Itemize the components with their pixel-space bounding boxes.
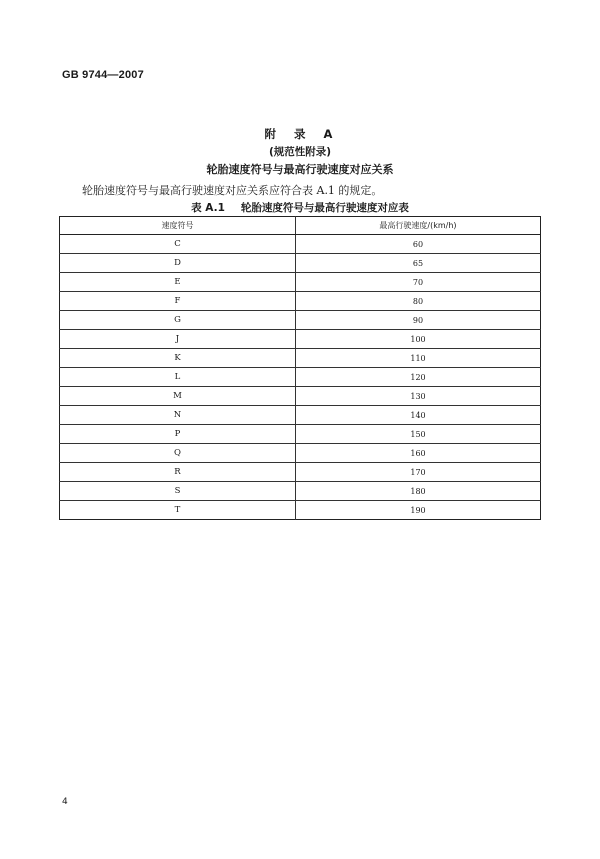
speed-symbol-cell: D (60, 254, 296, 273)
max-speed-cell: 140 (296, 406, 541, 425)
max-speed-cell: 70 (296, 273, 541, 292)
annex-title: 附 录 A (264, 127, 336, 141)
column-header-speed-symbol: 速度符号 (60, 217, 296, 235)
max-speed-cell: 100 (296, 330, 541, 349)
column-header-max-speed: 最高行驶速度/(km/h) (296, 217, 541, 235)
table-row (60, 425, 541, 444)
max-speed-cell: 190 (410, 505, 426, 515)
table-caption (0, 200, 600, 215)
table-row (60, 311, 541, 330)
max-speed-cell: 65 (296, 254, 541, 273)
table-row (60, 368, 541, 387)
speed-symbol-cell: F (60, 292, 296, 311)
annex-normative-label: (规范性附录) (268, 146, 332, 158)
speed-symbol-cell: S (60, 482, 296, 501)
max-speed-cell: 120 (296, 368, 541, 387)
table-row (60, 463, 541, 482)
body-paragraph: 轮胎速度符号与最高行驶速度对应关系应符合表 A.1 的规定。 (82, 184, 383, 197)
table-row (60, 235, 541, 254)
speed-symbol-cell: J (60, 330, 296, 349)
table-row (60, 444, 541, 463)
table-row (60, 254, 541, 273)
speed-symbol-cell: M (60, 387, 296, 406)
table-row (60, 387, 541, 406)
speed-symbol-cell: L (60, 368, 296, 387)
table-row (60, 330, 541, 349)
max-speed-cell: 90 (296, 311, 541, 330)
speed-symbol-cell: Q (60, 444, 296, 463)
max-speed-cell: 80 (296, 292, 541, 311)
table-row (60, 273, 541, 292)
page-number: 4 (62, 797, 68, 807)
table-header-row (60, 217, 541, 235)
max-speed-cell: 150 (296, 425, 541, 444)
speed-symbol-cell: N (60, 406, 296, 425)
max-speed-cell: 170 (296, 463, 541, 482)
table-row (60, 349, 541, 368)
speed-symbol-cell: R (60, 463, 296, 482)
table-row (60, 292, 541, 311)
standard-number: GB 9744—2007 (62, 69, 144, 81)
max-speed-cell: 160 (296, 444, 541, 463)
table-row (60, 482, 541, 501)
table-row (60, 501, 541, 520)
speed-symbol-cell: G (60, 311, 296, 330)
max-speed-cell: 110 (296, 349, 541, 368)
annex-heading: 轮胎速度符号与最高行驶速度对应关系 (206, 163, 394, 176)
speed-symbol-cell: P (60, 425, 296, 444)
max-speed-cell: 130 (296, 387, 541, 406)
table-caption-label: 表 A.1 (191, 202, 225, 214)
max-speed-cell: 60 (296, 235, 541, 254)
max-speed-cell: 180 (296, 482, 541, 501)
speed-symbol-cell: K (60, 349, 296, 368)
speed-symbol-cell: E (60, 273, 296, 292)
speed-symbol-cell: C (60, 235, 296, 254)
table-caption-title: 轮胎速度符号与最高行驶速度对应表 (240, 202, 409, 214)
table-row (60, 406, 541, 425)
speed-symbol-table (59, 216, 541, 520)
speed-symbol-cell: T (60, 501, 296, 520)
